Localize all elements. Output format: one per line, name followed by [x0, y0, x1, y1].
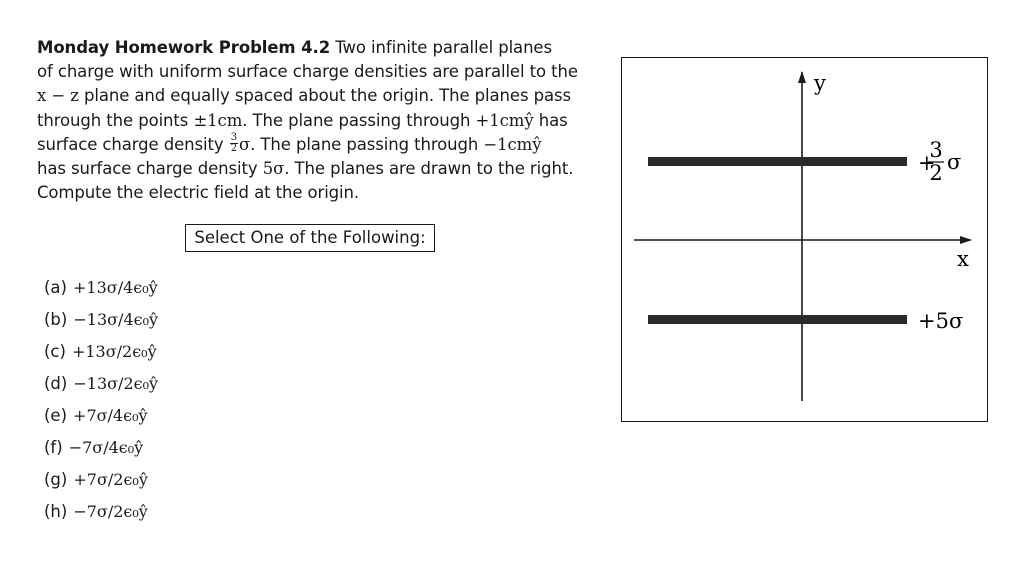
x-axis-label: x [957, 247, 969, 271]
problem-text-6a: has surface charge density [37, 159, 258, 179]
problem-title: Monday Homework Problem 4.2 [37, 38, 331, 57]
problem-statement [37, 36, 585, 205]
fraction-numerator: 3 [230, 131, 237, 143]
option-label: (g) [44, 470, 68, 489]
figure-svg [622, 58, 989, 423]
problem-text-5b: . The plane passing through [250, 134, 479, 154]
problem-text-5a: surface charge density [37, 134, 224, 154]
parallel-planes-figure [621, 57, 988, 422]
problem-line-1 [37, 36, 585, 60]
problem-text-1: Two infinite parallel planes [335, 38, 552, 57]
math-sigma: σ [238, 134, 251, 154]
problem-text-3: plane and equally spaced about the origin. The planes pass [83, 86, 571, 106]
option-h[interactable] [44, 499, 344, 531]
option-label: (f) [44, 438, 63, 457]
top-charge-plane [648, 157, 907, 166]
problem-line-3 [37, 84, 585, 108]
option-value: −7σ/4ϵ₀ŷ [68, 438, 144, 457]
option-value: −13σ/4ϵ₀ŷ [73, 310, 159, 329]
problem-text-4c: has [538, 110, 568, 130]
top-plane-sigma: σ [947, 150, 962, 174]
option-b[interactable] [44, 307, 344, 339]
option-value: −7σ/2ϵ₀ŷ [73, 502, 148, 521]
option-value: +13σ/4ϵ₀ŷ [73, 278, 158, 297]
math-minus-1cm-y: −1cmŷ [483, 134, 542, 154]
option-g[interactable] [44, 467, 344, 499]
math-plus-minus-1cm: ±1cm [193, 110, 243, 130]
option-label: (e) [44, 406, 68, 425]
problem-text-4b: . The plane passing through [242, 110, 471, 130]
option-label: (b) [44, 310, 68, 329]
option-value: +13σ/2ϵ₀ŷ [71, 342, 157, 361]
problem-line-4 [37, 109, 585, 133]
option-label: (c) [44, 342, 66, 361]
option-f[interactable] [44, 435, 344, 467]
option-label: (h) [44, 502, 68, 521]
math-5-sigma: 5σ [262, 159, 285, 179]
option-label: (d) [44, 374, 68, 393]
y-axis-label: y [814, 71, 826, 95]
answer-options [44, 275, 344, 531]
option-c[interactable] [44, 339, 344, 371]
option-d[interactable] [44, 371, 344, 403]
math-x-minus-z: x − z [37, 86, 79, 106]
option-a[interactable] [44, 275, 344, 307]
problem-text-4a: through the points [37, 110, 189, 130]
top-plane-frac-denominator: 2 [929, 161, 943, 185]
fraction-denominator: 2 [230, 142, 237, 154]
select-one-prompt: Select One of the Following: [185, 224, 435, 252]
option-value: −13σ/2ϵ₀ŷ [73, 374, 159, 393]
option-e[interactable] [44, 403, 344, 435]
math-plus-1cm-y: +1cmŷ [475, 110, 534, 130]
top-plane-sign: + [918, 151, 936, 175]
top-plane-frac-numerator: 3 [929, 138, 943, 162]
problem-line-5 [37, 133, 585, 157]
problem-line-2: of charge with uniform surface charge densities are parallel to the [37, 62, 578, 82]
option-label: (a) [44, 278, 67, 297]
option-value: +7σ/2ϵ₀ŷ [73, 470, 148, 489]
problem-text-6b: . The planes are drawn to the right. [284, 159, 574, 179]
bottom-plane-label: +5σ [918, 309, 964, 333]
problem-line-7: Compute the electric field at the origin. [37, 183, 360, 203]
bottom-charge-plane [648, 315, 907, 324]
problem-line-6 [37, 157, 585, 181]
option-value: +7σ/4ϵ₀ŷ [73, 406, 148, 425]
fraction-three-halves [230, 133, 238, 154]
